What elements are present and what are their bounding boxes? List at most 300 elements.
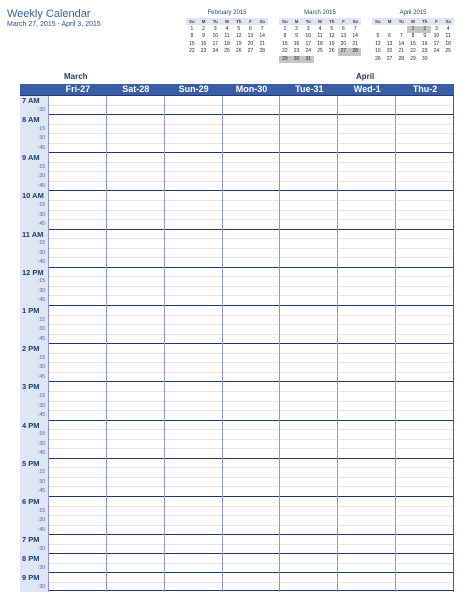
schedule-cell[interactable]	[165, 144, 223, 154]
schedule-cell[interactable]	[49, 258, 107, 268]
schedule-cell[interactable]	[338, 402, 396, 412]
schedule-cell[interactable]	[338, 249, 396, 259]
schedule-cell[interactable]	[165, 487, 223, 497]
schedule-cell[interactable]	[396, 163, 454, 173]
schedule-cell[interactable]	[49, 182, 107, 192]
schedule-cell[interactable]	[165, 239, 223, 249]
schedule-cell[interactable]	[107, 230, 165, 240]
schedule-cell[interactable]	[49, 526, 107, 536]
schedule-cell[interactable]	[338, 421, 396, 431]
schedule-cell[interactable]	[338, 106, 396, 116]
schedule-cell[interactable]	[49, 144, 107, 154]
schedule-cell[interactable]	[49, 478, 107, 488]
schedule-cell[interactable]	[223, 306, 281, 316]
schedule-cell[interactable]	[338, 258, 396, 268]
schedule-cell[interactable]	[223, 96, 281, 106]
schedule-cell[interactable]	[49, 268, 107, 278]
schedule-cell[interactable]	[223, 411, 281, 421]
schedule-cell[interactable]	[107, 363, 165, 373]
schedule-cell[interactable]	[165, 134, 223, 144]
schedule-cell[interactable]	[223, 564, 281, 574]
schedule-cell[interactable]	[49, 239, 107, 249]
schedule-cell[interactable]	[49, 487, 107, 497]
schedule-cell[interactable]	[49, 392, 107, 402]
schedule-cell[interactable]	[165, 545, 223, 555]
schedule-cell[interactable]	[280, 402, 338, 412]
schedule-cell[interactable]	[107, 316, 165, 326]
schedule-cell[interactable]	[396, 296, 454, 306]
schedule-cell[interactable]	[223, 125, 281, 135]
schedule-cell[interactable]	[396, 535, 454, 545]
schedule-cell[interactable]	[338, 468, 396, 478]
schedule-cell[interactable]	[396, 172, 454, 182]
schedule-cell[interactable]	[396, 191, 454, 201]
schedule-cell[interactable]	[280, 487, 338, 497]
schedule-cell[interactable]	[338, 354, 396, 364]
schedule-cell[interactable]	[165, 230, 223, 240]
schedule-cell[interactable]	[165, 411, 223, 421]
schedule-cell[interactable]	[338, 516, 396, 526]
schedule-cell[interactable]	[49, 325, 107, 335]
schedule-cell[interactable]	[165, 287, 223, 297]
schedule-cell[interactable]	[223, 430, 281, 440]
schedule-cell[interactable]	[280, 382, 338, 392]
schedule-cell[interactable]	[223, 583, 281, 593]
schedule-cell[interactable]	[280, 153, 338, 163]
schedule-cell[interactable]	[165, 382, 223, 392]
schedule-cell[interactable]	[107, 277, 165, 287]
schedule-cell[interactable]	[338, 182, 396, 192]
schedule-cell[interactable]	[49, 554, 107, 564]
schedule-cell[interactable]	[396, 201, 454, 211]
schedule-cell[interactable]	[280, 421, 338, 431]
schedule-cell[interactable]	[165, 507, 223, 517]
schedule-cell[interactable]	[338, 191, 396, 201]
schedule-cell[interactable]	[396, 564, 454, 574]
schedule-cell[interactable]	[223, 487, 281, 497]
schedule-cell[interactable]	[107, 153, 165, 163]
schedule-cell[interactable]	[280, 163, 338, 173]
schedule-cell[interactable]	[223, 459, 281, 469]
schedule-cell[interactable]	[396, 344, 454, 354]
schedule-cell[interactable]	[396, 507, 454, 517]
schedule-cell[interactable]	[107, 430, 165, 440]
schedule-cell[interactable]	[49, 373, 107, 383]
schedule-cell[interactable]	[165, 172, 223, 182]
schedule-cell[interactable]	[223, 258, 281, 268]
schedule-cell[interactable]	[223, 287, 281, 297]
schedule-cell[interactable]	[165, 268, 223, 278]
schedule-cell[interactable]	[49, 402, 107, 412]
schedule-cell[interactable]	[223, 554, 281, 564]
schedule-cell[interactable]	[280, 516, 338, 526]
schedule-cell[interactable]	[338, 268, 396, 278]
schedule-cell[interactable]	[280, 411, 338, 421]
schedule-cell[interactable]	[223, 392, 281, 402]
schedule-cell[interactable]	[165, 402, 223, 412]
schedule-cell[interactable]	[223, 230, 281, 240]
schedule-cell[interactable]	[49, 125, 107, 135]
schedule-cell[interactable]	[338, 230, 396, 240]
schedule-cell[interactable]	[280, 182, 338, 192]
schedule-cell[interactable]	[338, 449, 396, 459]
schedule-cell[interactable]	[338, 411, 396, 421]
schedule-cell[interactable]	[107, 554, 165, 564]
schedule-cell[interactable]	[107, 96, 165, 106]
schedule-cell[interactable]	[165, 573, 223, 583]
schedule-cell[interactable]	[396, 182, 454, 192]
schedule-cell[interactable]	[280, 172, 338, 182]
schedule-cell[interactable]	[223, 268, 281, 278]
schedule-cell[interactable]	[280, 249, 338, 259]
schedule-cell[interactable]	[338, 144, 396, 154]
schedule-cell[interactable]	[280, 545, 338, 555]
schedule-cell[interactable]	[165, 373, 223, 383]
schedule-cell[interactable]	[49, 382, 107, 392]
schedule-cell[interactable]	[280, 134, 338, 144]
schedule-cell[interactable]	[280, 478, 338, 488]
schedule-cell[interactable]	[338, 478, 396, 488]
schedule-cell[interactable]	[49, 449, 107, 459]
schedule-cell[interactable]	[396, 230, 454, 240]
schedule-cell[interactable]	[223, 134, 281, 144]
schedule-cell[interactable]	[49, 468, 107, 478]
schedule-cell[interactable]	[165, 354, 223, 364]
schedule-cell[interactable]	[338, 134, 396, 144]
schedule-cell[interactable]	[107, 325, 165, 335]
schedule-cell[interactable]	[338, 115, 396, 125]
schedule-cell[interactable]	[223, 516, 281, 526]
schedule-cell[interactable]	[280, 296, 338, 306]
schedule-cell[interactable]	[49, 249, 107, 259]
schedule-cell[interactable]	[107, 583, 165, 593]
schedule-cell[interactable]	[223, 545, 281, 555]
schedule-cell[interactable]	[165, 220, 223, 230]
schedule-cell[interactable]	[338, 440, 396, 450]
schedule-cell[interactable]	[280, 497, 338, 507]
schedule-cell[interactable]	[49, 459, 107, 469]
schedule-cell[interactable]	[49, 545, 107, 555]
schedule-cell[interactable]	[396, 287, 454, 297]
schedule-cell[interactable]	[49, 306, 107, 316]
schedule-cell[interactable]	[338, 325, 396, 335]
schedule-cell[interactable]	[49, 220, 107, 230]
schedule-cell[interactable]	[107, 287, 165, 297]
schedule-cell[interactable]	[396, 478, 454, 488]
schedule-cell[interactable]	[49, 153, 107, 163]
schedule-cell[interactable]	[396, 583, 454, 593]
schedule-cell[interactable]	[107, 573, 165, 583]
schedule-cell[interactable]	[396, 516, 454, 526]
schedule-cell[interactable]	[396, 545, 454, 555]
schedule-cell[interactable]	[165, 153, 223, 163]
schedule-cell[interactable]	[338, 277, 396, 287]
schedule-cell[interactable]	[338, 201, 396, 211]
schedule-cell[interactable]	[223, 335, 281, 345]
schedule-cell[interactable]	[107, 354, 165, 364]
schedule-cell[interactable]	[107, 440, 165, 450]
schedule-cell[interactable]	[396, 134, 454, 144]
schedule-cell[interactable]	[49, 296, 107, 306]
schedule-cell[interactable]	[280, 449, 338, 459]
schedule-cell[interactable]	[107, 191, 165, 201]
schedule-cell[interactable]	[396, 96, 454, 106]
schedule-cell[interactable]	[49, 172, 107, 182]
schedule-cell[interactable]	[107, 535, 165, 545]
schedule-cell[interactable]	[107, 163, 165, 173]
schedule-cell[interactable]	[338, 125, 396, 135]
schedule-cell[interactable]	[280, 201, 338, 211]
schedule-cell[interactable]	[338, 526, 396, 536]
schedule-cell[interactable]	[396, 258, 454, 268]
schedule-cell[interactable]	[396, 335, 454, 345]
schedule-cell[interactable]	[223, 449, 281, 459]
schedule-cell[interactable]	[396, 268, 454, 278]
schedule-cell[interactable]	[280, 125, 338, 135]
schedule-cell[interactable]	[338, 96, 396, 106]
schedule-cell[interactable]	[49, 96, 107, 106]
schedule-cell[interactable]	[280, 459, 338, 469]
schedule-cell[interactable]	[107, 421, 165, 431]
schedule-cell[interactable]	[223, 507, 281, 517]
schedule-cell[interactable]	[338, 316, 396, 326]
schedule-cell[interactable]	[280, 526, 338, 536]
schedule-cell[interactable]	[280, 220, 338, 230]
schedule-cell[interactable]	[396, 106, 454, 116]
schedule-cell[interactable]	[338, 172, 396, 182]
schedule-cell[interactable]	[49, 344, 107, 354]
schedule-cell[interactable]	[165, 564, 223, 574]
schedule-cell[interactable]	[107, 392, 165, 402]
schedule-cell[interactable]	[223, 316, 281, 326]
schedule-cell[interactable]	[338, 296, 396, 306]
schedule-cell[interactable]	[49, 573, 107, 583]
schedule-cell[interactable]	[280, 554, 338, 564]
schedule-cell[interactable]	[165, 363, 223, 373]
schedule-cell[interactable]	[396, 487, 454, 497]
schedule-cell[interactable]	[396, 440, 454, 450]
schedule-cell[interactable]	[223, 421, 281, 431]
schedule-cell[interactable]	[49, 335, 107, 345]
schedule-cell[interactable]	[107, 211, 165, 221]
schedule-cell[interactable]	[165, 182, 223, 192]
schedule-cell[interactable]	[338, 363, 396, 373]
schedule-cell[interactable]	[223, 363, 281, 373]
schedule-cell[interactable]	[280, 239, 338, 249]
schedule-cell[interactable]	[280, 507, 338, 517]
schedule-cell[interactable]	[165, 306, 223, 316]
schedule-cell[interactable]	[165, 526, 223, 536]
schedule-cell[interactable]	[107, 125, 165, 135]
schedule-cell[interactable]	[223, 402, 281, 412]
schedule-cell[interactable]	[396, 421, 454, 431]
schedule-cell[interactable]	[107, 402, 165, 412]
schedule-cell[interactable]	[107, 220, 165, 230]
schedule-cell[interactable]	[49, 134, 107, 144]
schedule-cell[interactable]	[107, 468, 165, 478]
schedule-cell[interactable]	[49, 421, 107, 431]
schedule-cell[interactable]	[223, 354, 281, 364]
schedule-cell[interactable]	[49, 287, 107, 297]
schedule-cell[interactable]	[49, 440, 107, 450]
schedule-cell[interactable]	[223, 220, 281, 230]
schedule-cell[interactable]	[396, 220, 454, 230]
schedule-cell[interactable]	[338, 554, 396, 564]
schedule-cell[interactable]	[223, 277, 281, 287]
schedule-cell[interactable]	[49, 535, 107, 545]
schedule-cell[interactable]	[223, 468, 281, 478]
schedule-cell[interactable]	[165, 478, 223, 488]
schedule-cell[interactable]	[280, 96, 338, 106]
schedule-cell[interactable]	[280, 468, 338, 478]
schedule-cell[interactable]	[280, 344, 338, 354]
schedule-cell[interactable]	[223, 182, 281, 192]
schedule-cell[interactable]	[280, 430, 338, 440]
schedule-cell[interactable]	[49, 201, 107, 211]
schedule-cell[interactable]	[165, 430, 223, 440]
schedule-cell[interactable]	[223, 325, 281, 335]
schedule-cell[interactable]	[338, 487, 396, 497]
schedule-cell[interactable]	[49, 430, 107, 440]
schedule-cell[interactable]	[396, 526, 454, 536]
schedule-cell[interactable]	[165, 96, 223, 106]
schedule-cell[interactable]	[107, 335, 165, 345]
schedule-cell[interactable]	[49, 507, 107, 517]
schedule-cell[interactable]	[280, 440, 338, 450]
schedule-cell[interactable]	[338, 430, 396, 440]
schedule-cell[interactable]	[165, 316, 223, 326]
schedule-cell[interactable]	[165, 335, 223, 345]
schedule-cell[interactable]	[107, 344, 165, 354]
schedule-cell[interactable]	[165, 106, 223, 116]
schedule-cell[interactable]	[396, 354, 454, 364]
schedule-cell[interactable]	[223, 249, 281, 259]
schedule-cell[interactable]	[280, 535, 338, 545]
schedule-cell[interactable]	[223, 163, 281, 173]
schedule-cell[interactable]	[223, 344, 281, 354]
schedule-cell[interactable]	[107, 115, 165, 125]
schedule-cell[interactable]	[396, 211, 454, 221]
schedule-cell[interactable]	[280, 335, 338, 345]
schedule-cell[interactable]	[223, 106, 281, 116]
schedule-cell[interactable]	[107, 564, 165, 574]
schedule-cell[interactable]	[338, 507, 396, 517]
schedule-cell[interactable]	[107, 268, 165, 278]
schedule-cell[interactable]	[223, 211, 281, 221]
schedule-cell[interactable]	[396, 306, 454, 316]
schedule-cell[interactable]	[223, 115, 281, 125]
schedule-cell[interactable]	[338, 459, 396, 469]
schedule-cell[interactable]	[107, 373, 165, 383]
schedule-cell[interactable]	[280, 106, 338, 116]
schedule-cell[interactable]	[107, 172, 165, 182]
schedule-cell[interactable]	[280, 258, 338, 268]
schedule-cell[interactable]	[107, 306, 165, 316]
schedule-cell[interactable]	[49, 277, 107, 287]
schedule-cell[interactable]	[280, 268, 338, 278]
schedule-cell[interactable]	[280, 211, 338, 221]
schedule-cell[interactable]	[223, 535, 281, 545]
schedule-cell[interactable]	[223, 239, 281, 249]
schedule-cell[interactable]	[165, 583, 223, 593]
schedule-cell[interactable]	[107, 507, 165, 517]
schedule-cell[interactable]	[280, 373, 338, 383]
schedule-cell[interactable]	[165, 211, 223, 221]
schedule-cell[interactable]	[49, 583, 107, 593]
schedule-cell[interactable]	[223, 191, 281, 201]
schedule-cell[interactable]	[165, 258, 223, 268]
schedule-cell[interactable]	[338, 535, 396, 545]
schedule-cell[interactable]	[165, 421, 223, 431]
schedule-cell[interactable]	[396, 430, 454, 440]
schedule-cell[interactable]	[223, 172, 281, 182]
schedule-cell[interactable]	[338, 211, 396, 221]
schedule-cell[interactable]	[165, 459, 223, 469]
schedule-cell[interactable]	[396, 153, 454, 163]
schedule-cell[interactable]	[396, 125, 454, 135]
schedule-cell[interactable]	[338, 306, 396, 316]
schedule-cell[interactable]	[165, 449, 223, 459]
schedule-cell[interactable]	[396, 325, 454, 335]
schedule-cell[interactable]	[280, 287, 338, 297]
schedule-cell[interactable]	[280, 564, 338, 574]
schedule-cell[interactable]	[396, 382, 454, 392]
schedule-cell[interactable]	[396, 144, 454, 154]
schedule-cell[interactable]	[223, 526, 281, 536]
schedule-cell[interactable]	[49, 497, 107, 507]
schedule-cell[interactable]	[396, 373, 454, 383]
schedule-cell[interactable]	[396, 363, 454, 373]
schedule-cell[interactable]	[49, 516, 107, 526]
schedule-cell[interactable]	[280, 230, 338, 240]
schedule-cell[interactable]	[338, 392, 396, 402]
schedule-cell[interactable]	[165, 191, 223, 201]
schedule-cell[interactable]	[107, 516, 165, 526]
schedule-cell[interactable]	[107, 545, 165, 555]
schedule-cell[interactable]	[49, 115, 107, 125]
schedule-cell[interactable]	[165, 115, 223, 125]
schedule-cell[interactable]	[165, 344, 223, 354]
schedule-cell[interactable]	[49, 354, 107, 364]
schedule-cell[interactable]	[223, 373, 281, 383]
schedule-cell[interactable]	[49, 230, 107, 240]
schedule-cell[interactable]	[223, 201, 281, 211]
schedule-cell[interactable]	[280, 583, 338, 593]
schedule-cell[interactable]	[107, 296, 165, 306]
schedule-cell[interactable]	[107, 144, 165, 154]
schedule-cell[interactable]	[223, 144, 281, 154]
schedule-cell[interactable]	[223, 573, 281, 583]
schedule-cell[interactable]	[49, 191, 107, 201]
schedule-cell[interactable]	[396, 573, 454, 583]
schedule-cell[interactable]	[107, 258, 165, 268]
schedule-cell[interactable]	[280, 363, 338, 373]
schedule-cell[interactable]	[107, 478, 165, 488]
schedule-cell[interactable]	[280, 392, 338, 402]
schedule-cell[interactable]	[165, 277, 223, 287]
schedule-cell[interactable]	[107, 382, 165, 392]
schedule-cell[interactable]	[338, 573, 396, 583]
schedule-cell[interactable]	[338, 344, 396, 354]
schedule-cell[interactable]	[396, 468, 454, 478]
schedule-cell[interactable]	[396, 402, 454, 412]
schedule-cell[interactable]	[396, 239, 454, 249]
schedule-cell[interactable]	[396, 277, 454, 287]
schedule-cell[interactable]	[396, 115, 454, 125]
schedule-cell[interactable]	[338, 564, 396, 574]
schedule-cell[interactable]	[223, 478, 281, 488]
schedule-cell[interactable]	[338, 163, 396, 173]
